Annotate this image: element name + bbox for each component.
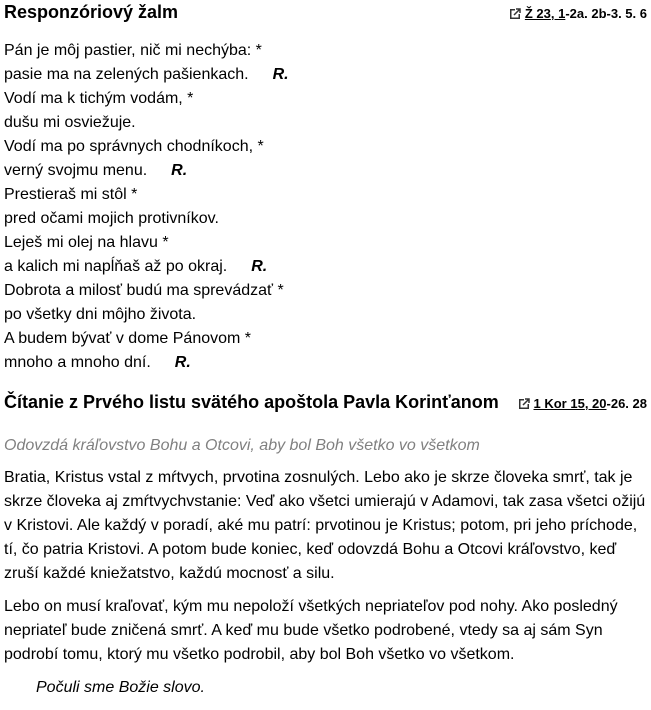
psalm-line	[4, 279, 647, 303]
response-marker: R.	[272, 66, 289, 83]
psalm-line	[4, 111, 647, 135]
psalm-reference-link-chapter[interactable]: Ž 23	[524, 6, 551, 21]
psalm-line-text: Leješ mi olej na hlavu *	[4, 234, 169, 251]
psalm-line	[4, 87, 647, 111]
psalm-line	[4, 159, 647, 183]
reading-header	[4, 392, 647, 416]
psalm-line	[4, 231, 647, 255]
psalm-line-text: pred očami mojich protivníkov.	[4, 210, 219, 227]
response-marker: R.	[171, 162, 188, 179]
psalm-line	[4, 39, 647, 63]
psalm-line-text: Vodí ma po správnych chodníkoch, *	[4, 138, 264, 155]
psalm-line-text: Dobrota a milosť budú ma sprevádzať *	[4, 282, 284, 299]
psalm-line-text: Vodí ma k tichým vodám, *	[4, 90, 194, 107]
psalm-line	[4, 351, 647, 375]
psalm-line-text: A budem bývať v dome Pánovom *	[4, 330, 252, 347]
psalm-line-text: verný svojmu menu.	[4, 162, 148, 179]
psalm-section	[4, 0, 647, 375]
psalm-text	[4, 39, 647, 375]
psalm-line	[4, 303, 647, 327]
reading-section	[4, 392, 647, 700]
reading-reference-link-chapter[interactable]: 1 Kor 15	[533, 396, 585, 411]
reading-title: Čítanie z Prvého listu svätého apoštola Pavla Korinťanom	[4, 392, 499, 412]
response-marker: R.	[251, 258, 268, 275]
psalm-reference-rest: -2a. 2b-3. 5. 6	[565, 6, 647, 21]
psalm-reference-link-verse[interactable]: , 1	[550, 6, 566, 21]
reading-reference-link-verse[interactable]: , 20	[584, 396, 607, 411]
psalm-line	[4, 327, 647, 351]
psalm-line	[4, 183, 647, 207]
response-marker: R.	[174, 354, 191, 371]
psalm-header	[4, 0, 647, 26]
psalm-line-text: Prestieraš mi stôl *	[4, 186, 138, 203]
reading-reference-rest: -26. 28	[606, 396, 647, 411]
psalm-line	[4, 207, 647, 231]
external-link-icon[interactable]	[510, 8, 521, 19]
psalm-line-text: dušu mi osviežuje.	[4, 114, 136, 131]
psalm-line-text: pasie ma na zelených pašienkach.	[4, 66, 249, 83]
external-link-icon[interactable]	[519, 398, 530, 409]
psalm-line	[4, 135, 647, 159]
psalm-reference	[510, 6, 647, 21]
psalm-line	[4, 255, 647, 279]
reading-closing: Počuli sme Božie slovo.	[36, 679, 205, 696]
psalm-line-text: mnoho a mnoho dní.	[4, 354, 151, 371]
psalm-line-text: po všetky dni môjho života.	[4, 306, 197, 323]
reading-subtitle: Odovzdá kráľovstvo Bohu a Otcovi, aby bol Boh všetko vo všetkom	[4, 437, 480, 454]
psalm-title: Responzóriový žalm	[4, 2, 179, 22]
psalm-line	[4, 63, 647, 87]
reading-paragraph: Bratia, Kristus vstal z mŕtvych, prvotina zosnulých. Lebo ako je skrze človeka smrť, tak je skrze človeka aj zmŕtvychvstanie: Veď ako všetci umierajú v Adamovi, tak zasa všetci ožijú v Kristovi. Ale každý v poradí, aké mu patrí: prvotinou je Kristus; potom, pri jeho príchode, tí, čo patria Kristovi. A potom bude koniec, keď odovzdá Bohu a Otcovi kráľovstvo, keď zruší každé kniežatstvo, každú mocnosť a silu.	[4, 469, 646, 582]
reading-paragraph: Lebo on musí kraľovať, kým mu nepoloží všetkých nepriateľov pod nohy. Ako posledný nepriateľ bude zničená smrť. A keď mu bude všetko podrobené, vtedy sa aj sám Syn podrobí tomu, ktorý mu všetko podrobil, aby bol Boh všetko vo všetkom.	[4, 598, 618, 663]
reading-reference	[519, 396, 647, 411]
psalm-line-text: Pán je môj pastier, nič mi nechýba: *	[4, 42, 262, 59]
psalm-line-text: a kalich mi napĺňaš až po okraj.	[4, 258, 228, 275]
